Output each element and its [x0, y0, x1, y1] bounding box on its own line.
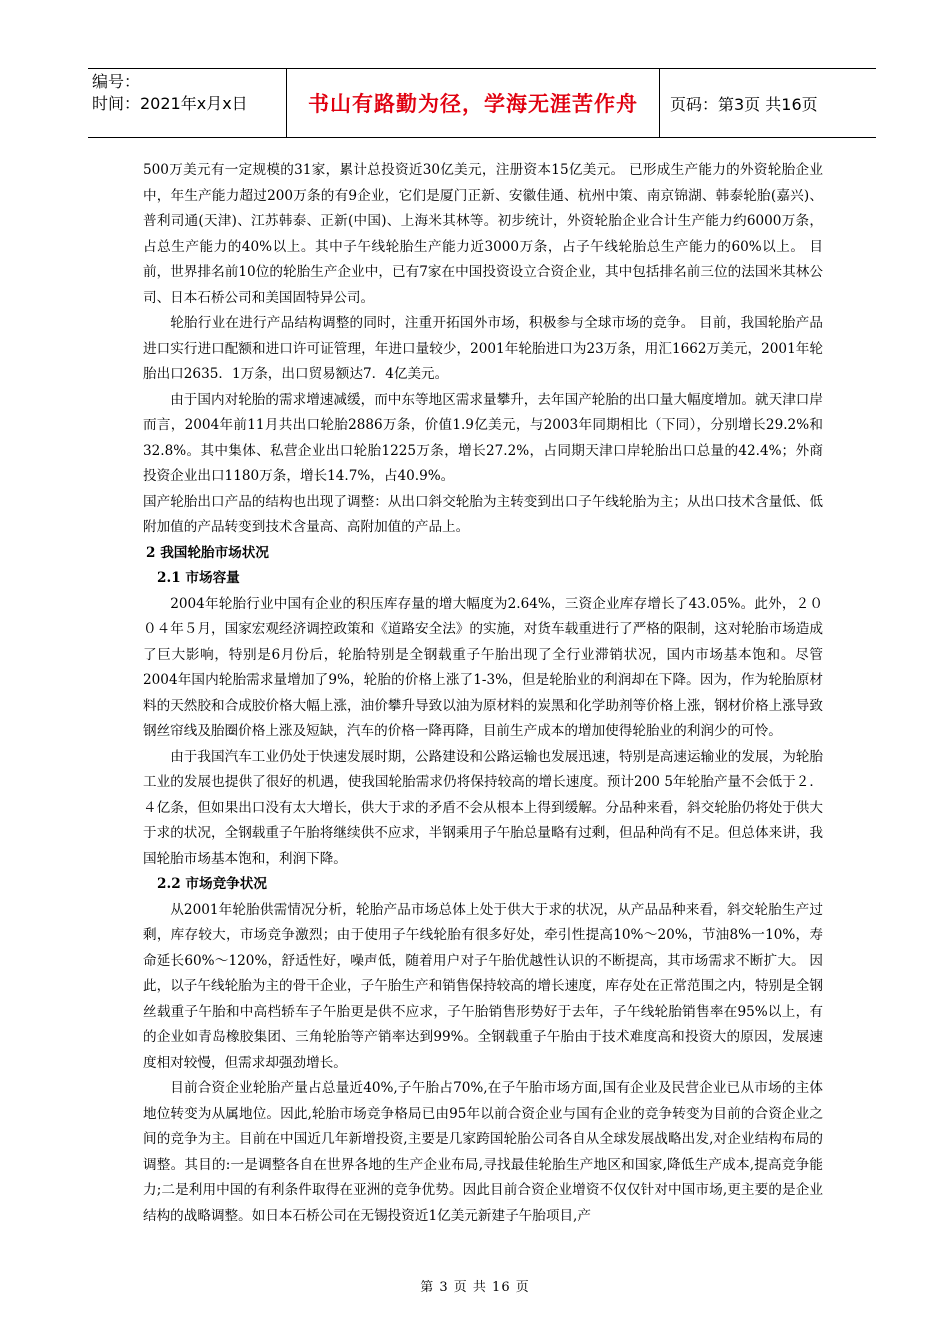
body-paragraph: 500万美元有一定规模的31家，累计总投资近30亿美元，注册资本15亿美元。 已形成生产能力的外资轮胎企业中，年生产能力超过200万条的有9企业，它们是厦门正新、安徽佳通、杭州中策、南京锦湖、韩泰轮胎(嘉兴)、普利司通(天津)、江苏韩泰、正新(中国)、上海米其林等。初步统计，外资轮胎企业合计生产能力约6000万条，占总生产能力的40%以上。其中子午线轮胎生产能力近3000万条，占子午线轮胎总生产能力的60%以上。 目前，世界排名前10位的轮胎生产企业中，已有7家在中国投资设立合资企业，其中包括排名前三位的法国米其林公司、日本石桥公司和美国固特异公司。: [143, 162, 823, 306]
header-page-number: 页码：第3页 共16页: [670, 94, 818, 114]
body-paragraph: 从2001年轮胎供需情况分析，轮胎产品市场总体上处于供大于求的状况，从产品品种来看，斜交轮胎生产过剩，库存较大，市场竞争激烈；由于使用子午线轮胎有很多好处，牵引性提高10%～20%，节油8%一10%，寿命延长60%～120%，舒适性好，噪声低，随着用户对子午胎优越性认识的不断提高，其市场需求不断扩大。 因此，以子午线轮胎为主的骨干企业，子午胎生产和销售保持较高的增长速度，库存处在正常范围之内，特别是全钢丝载重子午胎和中高档轿车子午胎更是供不应求，子午胎销售形势好于去年，子午线轮胎销售率在95%以上，有的企业如青岛橡胶集团、三角轮胎等产销率达到99%。全钢载重子午胎由于技术难度高和投资大的原因，发展速度相对较慢，但需求却强劲增长。: [143, 901, 823, 1071]
section-heading: 2 我国轮胎市场状况: [146, 544, 269, 561]
body-paragraph: 轮胎行业在进行产品结构调整的同时，注重开拓国外市场，积极参与全球市场的竞争。 目前，我国轮胎产品进口实行进口配额和进口许可证管理，年进口量较少，2001年轮胎进口为23万条，用汇1662万美元，2001年轮胎出口2635．1万条，出口贸易额达7．4亿美元。: [143, 315, 823, 382]
document-body: [143, 158, 823, 1229]
body-paragraph: 2004年轮胎行业中国有企业的积压库存量的增大幅度为2.64%，三资企业库存增长了43.05%。此外，２００４年５月，国家宏观经济调控政策和《道路安全法》的实施，对货车载重进行了严格的限制，这对轮胎市场造成了巨大影响，特别是6月份后，轮胎特别是全钢载重子午胎出现了全行业滞销状况，国内市场基本饱和。尽管2004年国内轮胎需求量增加了9%，轮胎的价格上涨了1-3%，但是轮胎业的利润却在下降。因为，作为轮胎原材料的天然胶和合成胶价格大幅上涨，油价攀升导致以油为原材料的炭黑和化学助剂等价格上涨，钢材价格上涨导致钢丝帘线及胎圈价格上涨及短缺，汽车的价格一降再降，目前生产成本的增加使得轮胎业的利润少的可怜。: [143, 595, 823, 739]
document-time-label: 时间：2021年x月x日: [92, 94, 248, 113]
page-footer: 第 3 页 共 16 页: [420, 1280, 530, 1295]
body-paragraph: 目前合资企业轮胎产量占总量近40%,子午胎占70%,在子午胎市场方面,国有企业及民营企业已从市场的主体地位转变为从属地位。因此,轮胎市场竞争格局已由95年以前合资企业与国有企业的竞争转变为目前的合资企业之间的竞争为主。目前在中国近几年新增投资,主要是几家跨国轮胎公司各自从全球发展战略出发,对企业结构布局的调整。其目的:一是调整各自在世界各地的生产企业布局,寻找最佳轮胎生产地区和国家,降低生产成本,提高竞争能力;二是利用中国的有利条件取得在亚洲的竞争优势。因此目前合资企业增资不仅仅针对中国市场,更主要的是企业结构的战略调整。如日本石桥公司在无锡投资近1亿美元新建子午胎项目,产: [143, 1080, 823, 1224]
document-number-label: 编号：: [92, 72, 141, 91]
subsection-heading: 2.1 市场容量: [157, 570, 240, 586]
page-header: [88, 68, 876, 138]
body-paragraph: 由于国内对轮胎的需求增速减缓，而中东等地区需求量攀升，去年国产轮胎的出口量大幅度增加。就天津口岸而言，2004年前11月共出口轮胎2886万条，价值1.9亿美元，与2003年同期相比（下同），分别增长29.2%和32.8%。其中集体、私营企业出口轮胎1225万条，增长27.2%，占同期天津口岸轮胎出口总量的42.4%；外商投资企业出口1180万条，增长14.7%，占40.9%。: [143, 391, 823, 484]
subsection-heading: 2.2 市场竞争状况: [157, 876, 267, 892]
header-meta: [88, 69, 286, 137]
body-paragraph: 由于我国汽车工业仍处于快速发展时期，公路建设和公路运输也发展迅速，特别是高速运输业的发展，为轮胎工业的发展也提供了很好的机遇，使我国轮胎需求仍将保持较高的增长速度。预计200 5年轮胎产量不会低于２．４亿条，但如果出口没有太大增长，供大于求的矛盾不会从根本上得到缓解。分品种来看，斜交轮胎仍将处于供大于求的状况，全钢载重子午胎将继续供不应求，半钢乘用子午胎总量略有过剩，但品种尚有不足。但总体来讲，我国轮胎市场基本饱和，利润下降。: [143, 748, 823, 867]
body-paragraph: 国产轮胎出口产品的结构也出现了调整：从出口斜交轮胎为主转变到出口子午线轮胎为主；从出口技术含量低、低附加值的产品转变到技术含量高、高附加值的产品上。: [143, 493, 823, 535]
header-motto: 书山有路勤为径，学海无涯苦作舟: [286, 69, 660, 137]
